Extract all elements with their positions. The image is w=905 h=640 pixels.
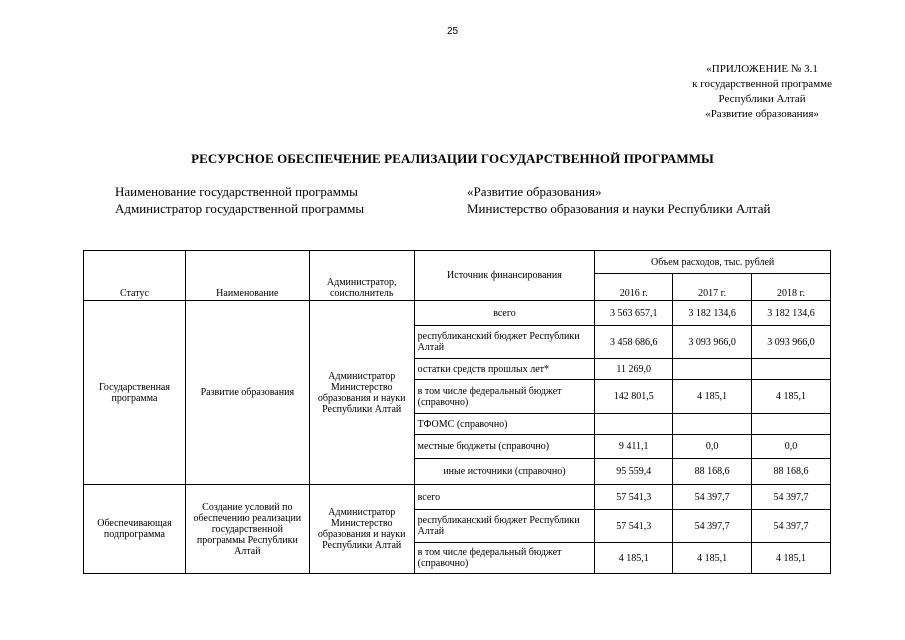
value-2017: 4 185,1 <box>673 543 752 574</box>
appendix-line-3: Республики Алтай <box>718 93 806 105</box>
group1-admin: Администратор Министерство образования и науки Республики Алтай <box>309 301 414 485</box>
value-2016: 95 559,4 <box>595 459 673 485</box>
value-2018: 54 397,7 <box>752 485 831 510</box>
value-2017: 4 185,1 <box>673 380 752 414</box>
source-cell: остатки средств прошлых лет* <box>414 359 595 380</box>
table-row <box>84 485 831 510</box>
page-number: 25 <box>446 26 459 37</box>
value-2017: 54 397,7 <box>673 510 752 543</box>
value-2018: 3 182 134,6 <box>752 301 831 326</box>
value-2017: 54 397,7 <box>673 485 752 510</box>
value-2018: 3 093 966,0 <box>752 326 831 359</box>
header-source: Источник финансирования <box>414 251 595 301</box>
source-cell: в том числе федеральный бюджет (справочно) <box>414 543 595 574</box>
value-2017: 3 093 966,0 <box>673 326 752 359</box>
program-name-value: «Развитие образования» <box>467 184 602 199</box>
value-2016: 3 563 657,1 <box>595 301 673 326</box>
group2-name: Создание условий по обеспечению реализации государственной программы Республики Алтай <box>185 485 309 574</box>
group2-status: Обеспечивающая подпрограмма <box>84 485 186 574</box>
source-cell: всего <box>414 485 595 510</box>
group1-status: Государственная программа <box>84 301 186 485</box>
value-2016 <box>595 414 673 435</box>
appendix-line-4: «Развитие образования» <box>705 108 819 120</box>
header-year-2017: 2017 г. <box>673 274 752 301</box>
value-2018 <box>752 359 831 380</box>
table-row <box>84 301 831 326</box>
source-cell: всего <box>414 301 595 326</box>
header-year-2018: 2018 г. <box>752 274 831 301</box>
value-2017: 3 182 134,6 <box>673 301 752 326</box>
value-2016: 11 269,0 <box>595 359 673 380</box>
value-2017: 0,0 <box>673 435 752 459</box>
source-cell: ТФОМС (справочно) <box>414 414 595 435</box>
value-2018: 88 168,6 <box>752 459 831 485</box>
source-cell: республиканский бюджет Республики Алтай <box>414 510 595 543</box>
value-2016: 3 458 686,6 <box>595 326 673 359</box>
program-admin-label: Администратор государственной программы <box>115 201 365 216</box>
group1-name: Развитие образования <box>185 301 309 485</box>
source-cell: в том числе федеральный бюджет (справочно) <box>414 380 595 414</box>
header-name: Наименование <box>185 251 309 301</box>
value-2016: 57 541,3 <box>595 510 673 543</box>
value-2016: 142 801,5 <box>595 380 673 414</box>
program-name-label: Наименование государственной программы <box>115 184 358 199</box>
source-cell: местные бюджеты (справочно) <box>414 435 595 459</box>
appendix-line-1: «ПРИЛОЖЕНИЕ № 3.1 <box>706 63 818 75</box>
value-2017: 88 168,6 <box>673 459 752 485</box>
header-admin: Администратор, соисполнитель <box>309 251 414 301</box>
appendix-line-2: к государственной программе <box>692 78 832 90</box>
resource-table <box>83 250 831 574</box>
value-2017 <box>673 359 752 380</box>
source-cell: республиканский бюджет Республики Алтай <box>414 326 595 359</box>
document-title: РЕСУРСНОЕ ОБЕСПЕЧЕНИЕ РЕАЛИЗАЦИИ ГОСУДАРСТВЕННОЙ ПРОГРАММЫ <box>191 151 714 166</box>
header-status: Статус <box>84 251 186 301</box>
value-2018 <box>752 414 831 435</box>
value-2016: 4 185,1 <box>595 543 673 574</box>
value-2017 <box>673 414 752 435</box>
value-2016: 9 411,1 <box>595 435 673 459</box>
group2-admin: Администратор Министерство образования и науки Республики Алтай <box>309 485 414 574</box>
value-2016: 57 541,3 <box>595 485 673 510</box>
value-2018: 4 185,1 <box>752 380 831 414</box>
value-2018: 54 397,7 <box>752 510 831 543</box>
appendix-note <box>692 62 832 122</box>
value-2018: 0,0 <box>752 435 831 459</box>
header-expenses: Объем расходов, тыс. рублей <box>595 251 831 274</box>
program-admin-value: Министерство образования и науки Республики Алтай <box>467 201 771 216</box>
source-cell: иные источники (справочно) <box>414 459 595 485</box>
header-year-2016: 2016 г. <box>595 274 673 301</box>
value-2018: 4 185,1 <box>752 543 831 574</box>
